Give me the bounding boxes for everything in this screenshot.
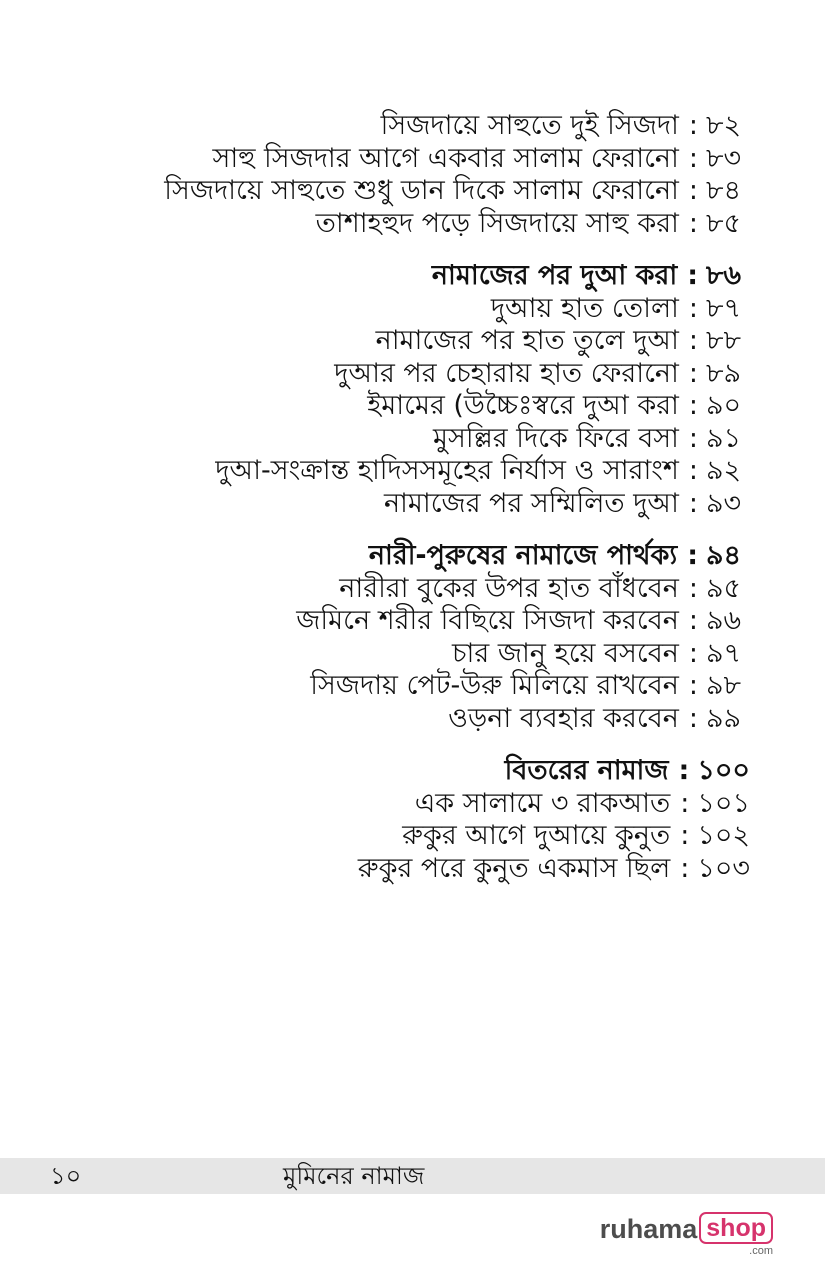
toc-entry-page: ১০৩ bbox=[697, 852, 750, 884]
toc-entry-separator: : bbox=[688, 175, 698, 206]
toc-entry bbox=[50, 853, 750, 886]
toc-group-dua bbox=[50, 260, 750, 520]
toc-entry-page: ১০০ bbox=[697, 755, 750, 786]
toc-entry-page: ৯৩ bbox=[706, 487, 742, 519]
toc-entry bbox=[50, 143, 750, 176]
toc-entry bbox=[50, 325, 750, 358]
toc-entry-page: ৯৯ bbox=[706, 702, 742, 734]
toc-entry-separator: : bbox=[688, 390, 698, 421]
toc-entry-page: ১০১ bbox=[697, 787, 750, 819]
toc-entry-title: জমিনে শরীর বিছিয়ে সিজদা করবেন bbox=[296, 605, 679, 636]
toc-group-sahu bbox=[50, 110, 750, 240]
toc-entry-title: মুসল্লির দিকে ফিরে বসা bbox=[433, 422, 679, 454]
toc-entry-separator: : bbox=[678, 755, 690, 786]
toc-entry-page: ৮৬ bbox=[706, 260, 742, 291]
toc-entry-title: এক সালামে ৩ রাকআত bbox=[414, 787, 671, 819]
ruhamashop-logo bbox=[600, 1212, 773, 1257]
footer-book-title: মুমিনের নামাজ bbox=[283, 1162, 425, 1190]
toc-entry-separator: : bbox=[688, 110, 698, 141]
toc-entry-title: নামাজের পর হাত তুলে দুআ bbox=[375, 325, 679, 356]
toc-entry-page: ৮৩ bbox=[706, 142, 742, 174]
toc-entry-title: নারীরা বুকের উপর হাত বাঁধবেন bbox=[339, 572, 679, 604]
toc-entry-title: বিতরের নামাজ bbox=[504, 755, 669, 786]
toc-entry-separator: : bbox=[688, 142, 698, 174]
toc-entry-title: সিজদায়ে সাহুতে দুই সিজদা bbox=[380, 110, 679, 141]
logo-text-ruhama: ruhama bbox=[599, 1214, 698, 1244]
toc-entry-separator: : bbox=[680, 787, 690, 819]
toc-entry-separator: : bbox=[687, 260, 698, 291]
logo-shop-wrap bbox=[699, 1212, 773, 1257]
toc-entry-title: দুআ-সংক্রান্ত হাদিসসমূহের নির্যাস ও সারাংশ bbox=[215, 455, 679, 486]
toc-entry bbox=[50, 573, 750, 606]
toc-entry-title: সিজদায় পেট-উরু মিলিয়ে রাখবেন bbox=[310, 670, 679, 701]
toc-entry bbox=[50, 455, 750, 488]
toc-entry-separator: : bbox=[688, 325, 698, 356]
toc-entry-page: ৯২ bbox=[706, 455, 742, 486]
toc-entry-separator: : bbox=[688, 670, 698, 701]
toc-entry-title: দুআর পর চেহারায় হাত ফেরানো bbox=[334, 357, 679, 389]
toc-entry-page: ৯০ bbox=[706, 390, 742, 421]
toc-entry-page: ৮৭ bbox=[706, 292, 742, 324]
toc-entry bbox=[50, 703, 750, 736]
toc-entry-page: ৮৯ bbox=[706, 357, 742, 389]
table-of-contents bbox=[50, 110, 750, 905]
toc-entry-separator: : bbox=[680, 820, 690, 851]
toc-entry-separator: : bbox=[680, 852, 690, 884]
logo-text-shop: shop bbox=[699, 1212, 773, 1244]
toc-entry bbox=[50, 488, 750, 521]
toc-entry-page: ৯৮ bbox=[706, 670, 742, 701]
toc-entry bbox=[50, 110, 750, 143]
toc-entry-title: রুকুর আগে দুআয়ে কুনুত bbox=[402, 820, 671, 851]
toc-entry-separator: : bbox=[688, 702, 698, 734]
toc-section-heading bbox=[50, 260, 750, 293]
toc-entry-separator: : bbox=[688, 605, 698, 636]
toc-entry-title: ইমামের (উচ্চৈঃস্বরে দুআ করা bbox=[367, 390, 679, 421]
toc-entry-title: সিজদায়ে সাহুতে শুধু ডান দিকে সালাম ফেরানো bbox=[164, 175, 679, 206]
toc-entry-separator: : bbox=[688, 637, 698, 669]
toc-entry-page: ৯৫ bbox=[706, 572, 742, 604]
toc-entry bbox=[50, 605, 750, 638]
toc-entry-title: সাহু সিজদার আগে একবার সালাম ফেরানো bbox=[212, 142, 679, 174]
footer-page-number: ১০ bbox=[50, 1162, 82, 1190]
toc-entry-separator: : bbox=[688, 455, 698, 486]
toc-entry-page: ৯৭ bbox=[706, 637, 742, 669]
toc-entry-separator: : bbox=[687, 540, 698, 571]
toc-entry-page: ৯৪ bbox=[706, 540, 742, 571]
toc-entry bbox=[50, 358, 750, 391]
toc-group-witr bbox=[50, 755, 750, 885]
toc-entry-page: ৯১ bbox=[706, 422, 742, 454]
toc-entry-page: ৮৮ bbox=[706, 325, 742, 356]
toc-entry bbox=[50, 293, 750, 326]
toc-section-heading bbox=[50, 540, 750, 573]
toc-entry-page: ১০২ bbox=[697, 820, 750, 851]
toc-entry-separator: : bbox=[688, 207, 698, 239]
toc-entry-title: নামাজের পর দুআ করা bbox=[431, 260, 678, 291]
toc-entry bbox=[50, 175, 750, 208]
toc-entry bbox=[50, 208, 750, 241]
toc-entry-title: নামাজের পর সম্মিলিত দুআ bbox=[383, 487, 679, 519]
toc-entry bbox=[50, 638, 750, 671]
toc-entry bbox=[50, 423, 750, 456]
toc-entry-page: ৮৪ bbox=[706, 175, 742, 206]
toc-section-heading bbox=[50, 755, 750, 788]
toc-entry bbox=[50, 390, 750, 423]
toc-entry-title: তাশাহহুদ পড়ে সিজদায়ে সাহু করা bbox=[315, 207, 679, 239]
toc-entry bbox=[50, 820, 750, 853]
toc-entry-separator: : bbox=[688, 357, 698, 389]
toc-entry-separator: : bbox=[688, 487, 698, 519]
toc-entry-page: ৯৬ bbox=[706, 605, 742, 636]
toc-entry-separator: : bbox=[688, 422, 698, 454]
logo-text-domain: .com bbox=[749, 1245, 773, 1257]
toc-entry-page: ৮৫ bbox=[706, 207, 742, 239]
toc-entry-title: নারী-পুরুষের নামাজে পার্থক্য bbox=[368, 540, 678, 571]
toc-group-women bbox=[50, 540, 750, 735]
toc-entry-title: রুকুর পরে কুনুত একমাস ছিল bbox=[357, 852, 671, 884]
toc-entry bbox=[50, 788, 750, 821]
page-footer bbox=[0, 1158, 825, 1194]
toc-entry-page: ৮২ bbox=[706, 110, 742, 141]
toc-entry-title: ওড়না ব্যবহার করবেন bbox=[448, 702, 679, 734]
toc-entry bbox=[50, 670, 750, 703]
toc-entry-separator: : bbox=[688, 292, 698, 324]
toc-entry-separator: : bbox=[688, 572, 698, 604]
toc-entry-title: চার জানু হয়ে বসবেন bbox=[451, 637, 679, 669]
toc-entry-title: দুআয় হাত তোলা bbox=[490, 292, 679, 324]
